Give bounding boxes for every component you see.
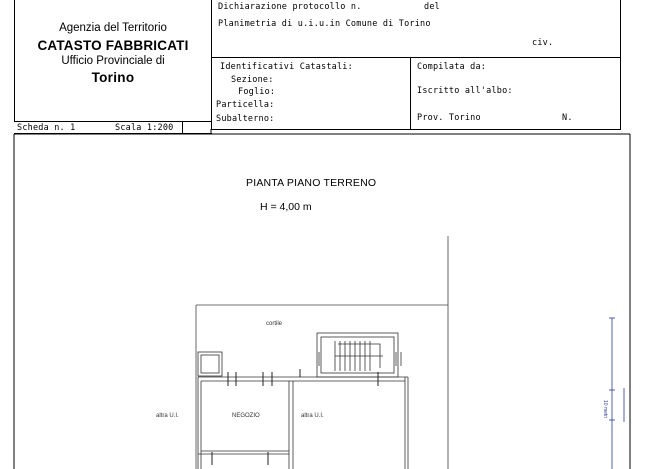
scala-label: Scala 1:200 xyxy=(115,123,174,133)
compilata-label: Compilata da: xyxy=(417,62,487,72)
del-label: del xyxy=(424,2,440,12)
negozio-label: NEGOZIO xyxy=(232,413,260,419)
altra-ui-right-label: altra U.I. xyxy=(301,413,324,419)
scale-bar-label: 10 metri xyxy=(602,400,608,419)
iscritto-label: Iscritto all'albo: xyxy=(417,86,513,96)
altra-ui-left-label: altra U.I. xyxy=(156,413,179,419)
agency-name: Agenzia del Territorio xyxy=(59,22,167,34)
n-label: N. xyxy=(562,113,573,123)
small-room xyxy=(198,352,222,376)
prov-label: Prov. Torino xyxy=(417,113,481,123)
planimetria-label: Planimetria di u.i.u.in Comune di Torino xyxy=(218,19,431,29)
ufficio-label: Ufficio Provinciale di xyxy=(61,55,165,67)
protocol-label: Dichiarazione protocollo n. xyxy=(218,2,362,12)
city-name: Torino xyxy=(91,70,135,85)
building-walls xyxy=(198,377,408,469)
stair-block xyxy=(317,333,401,377)
civ-label: civ. xyxy=(532,38,554,48)
identificativi-title: Identificativi Catastali: xyxy=(220,62,353,72)
particella-label: Particella: xyxy=(216,100,275,110)
cortile-label: cortile xyxy=(266,321,283,327)
subalterno-label: Subalterno: xyxy=(216,114,275,124)
scheda-label: Scheda n. 1 xyxy=(17,123,76,133)
plan-title: PIANTA PIANO TERRENO xyxy=(246,177,377,189)
scale-bar xyxy=(609,318,624,469)
catasto-title: CATASTO FABBRICATI xyxy=(37,38,189,53)
plan-height: H = 4,00 m xyxy=(260,201,312,213)
site-boundary xyxy=(196,236,448,469)
foglio-label: Foglio: xyxy=(238,87,276,97)
sezione-label: Sezione: xyxy=(231,75,274,85)
